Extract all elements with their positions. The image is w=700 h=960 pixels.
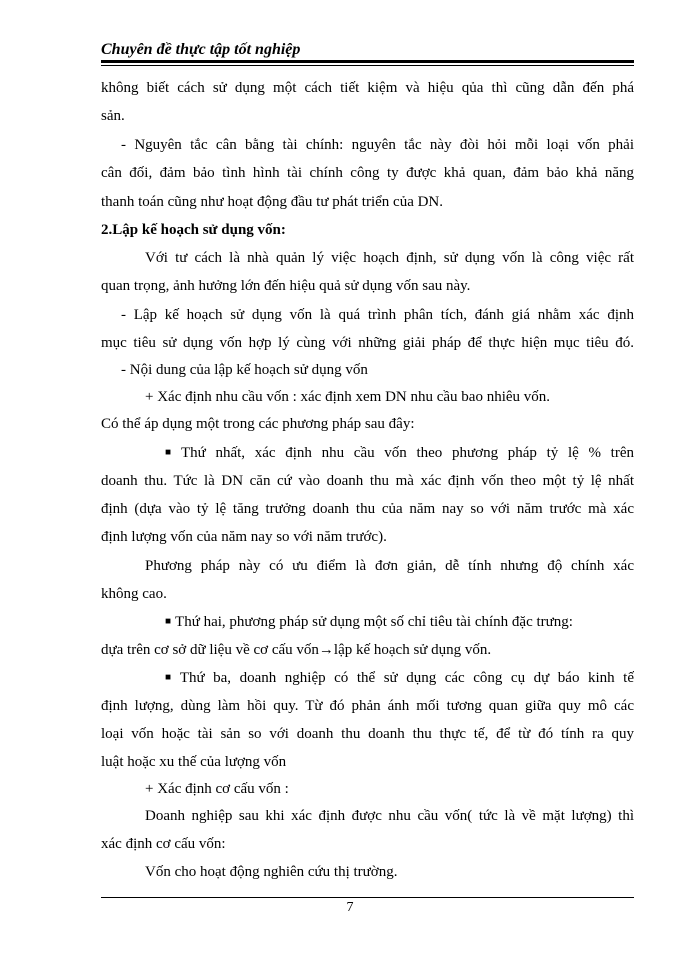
body-line: Với tư cách là nhà quản lý việc hoạch định, sử dụng vốn là công việc rất <box>145 250 634 266</box>
body-line: mục tiêu sử dụng vốn hợp lý cùng với những giải pháp để thực hiện mục tiêu đó. <box>101 335 634 351</box>
body-line: Phương pháp này có ưu điểm là đơn giản, dễ tính nhưng độ chính xác <box>145 558 634 574</box>
body-line: Có thể áp dụng một trong các phương pháp sau đây: <box>101 416 415 432</box>
body-line: không biết cách sử dụng một cách tiết kiệm và hiệu qủa thì cũng dẫn đến phá <box>101 80 634 96</box>
bullet-text: Thứ hai, phương pháp sử dụng một số chỉ tiêu tài chính đặc trưng: <box>175 614 573 630</box>
body-line: - Nguyên tắc cân bằng tài chính: nguyên tắc này đòi hỏi mỗi loại vốn phải <box>121 137 634 153</box>
header-rule-thin <box>101 65 634 66</box>
body-line: - Lập kế hoạch sử dụng vốn là quá trình phân tích, đánh giá nhằm xác định <box>121 307 634 323</box>
bullet-icon: ■ <box>165 447 177 458</box>
section-heading: 2.Lập kế hoạch sử dụng vốn: <box>101 222 286 238</box>
page-number: 7 <box>346 900 354 915</box>
body-line: - Nội dung của lập kế hoạch sử dụng vốn <box>121 362 368 378</box>
body-line: luật hoặc xu thế của lượng vốn <box>101 754 287 770</box>
body-line: + Xác định nhu cầu vốn : xác định xem DN nhu cầu bao nhiêu vốn. <box>145 389 551 405</box>
body-line: dựa trên cơ sở dữ liệu về cơ cấu vốn→lập kế hoạch sử dụng vốn. <box>101 642 492 658</box>
body-line: quan trọng, ảnh hưởng lớn đến hiệu quả sử dụng vốn sau này. <box>101 278 471 294</box>
bullet-icon: ■ <box>165 616 172 627</box>
bullet-text: Thứ ba, doanh nghiệp có thể sử dụng các công cụ dự báo kinh tế <box>179 670 634 686</box>
page-header <box>101 40 634 64</box>
body-line: loại vốn hoặc tài sản so với doanh thu doanh thu thực tế, để từ đó tính ra quy <box>101 726 634 742</box>
header-title: Chuyên đề thực tập tốt nghiệp <box>101 41 301 58</box>
body-line: xác định cơ cấu vốn: <box>101 836 226 852</box>
bullet-item <box>165 443 634 463</box>
body-line: thanh toán cũng như hoạt động đầu tư phát triển của DN. <box>101 194 444 210</box>
body-line: Vốn cho hoạt động nghiên cứu thị trường. <box>145 864 398 880</box>
body-line: cân đối, đảm bảo tình hình tài chính công ty được khả quan, đảm bảo khả năng <box>101 165 634 181</box>
bullet-item <box>165 612 573 634</box>
body-line: định lượng vốn của năm nay so với năm trước). <box>101 529 387 545</box>
footer-rule <box>101 897 634 898</box>
body-line: doanh thu. Tức là DN căn cứ vào doanh thu mà xác định vốn theo một tỷ lệ nhất <box>101 473 634 489</box>
body-line: sản. <box>101 108 125 124</box>
bullet-icon: ■ <box>165 672 176 683</box>
bullet-text: Thứ nhất, xác định nhu cầu vốn theo phương pháp tỷ lệ % trên <box>180 445 634 461</box>
body-line: định (dựa vào tỷ lệ tăng trưởng doanh thu của năm nay so với năm trước mà xác <box>101 501 634 517</box>
bullet-item <box>165 668 634 688</box>
body-line: Doanh nghiệp sau khi xác định được nhu cầu vốn( tức là về mặt lượng) thì <box>145 808 634 824</box>
header-rule <box>101 60 634 63</box>
body-line: + Xác định cơ cấu vốn : <box>145 781 289 797</box>
body-line: không cao. <box>101 586 167 602</box>
body-line: định lượng, dùng làm hồi quy. Từ đó phản ánh mối tương quan giữa quy mô các <box>101 698 634 714</box>
